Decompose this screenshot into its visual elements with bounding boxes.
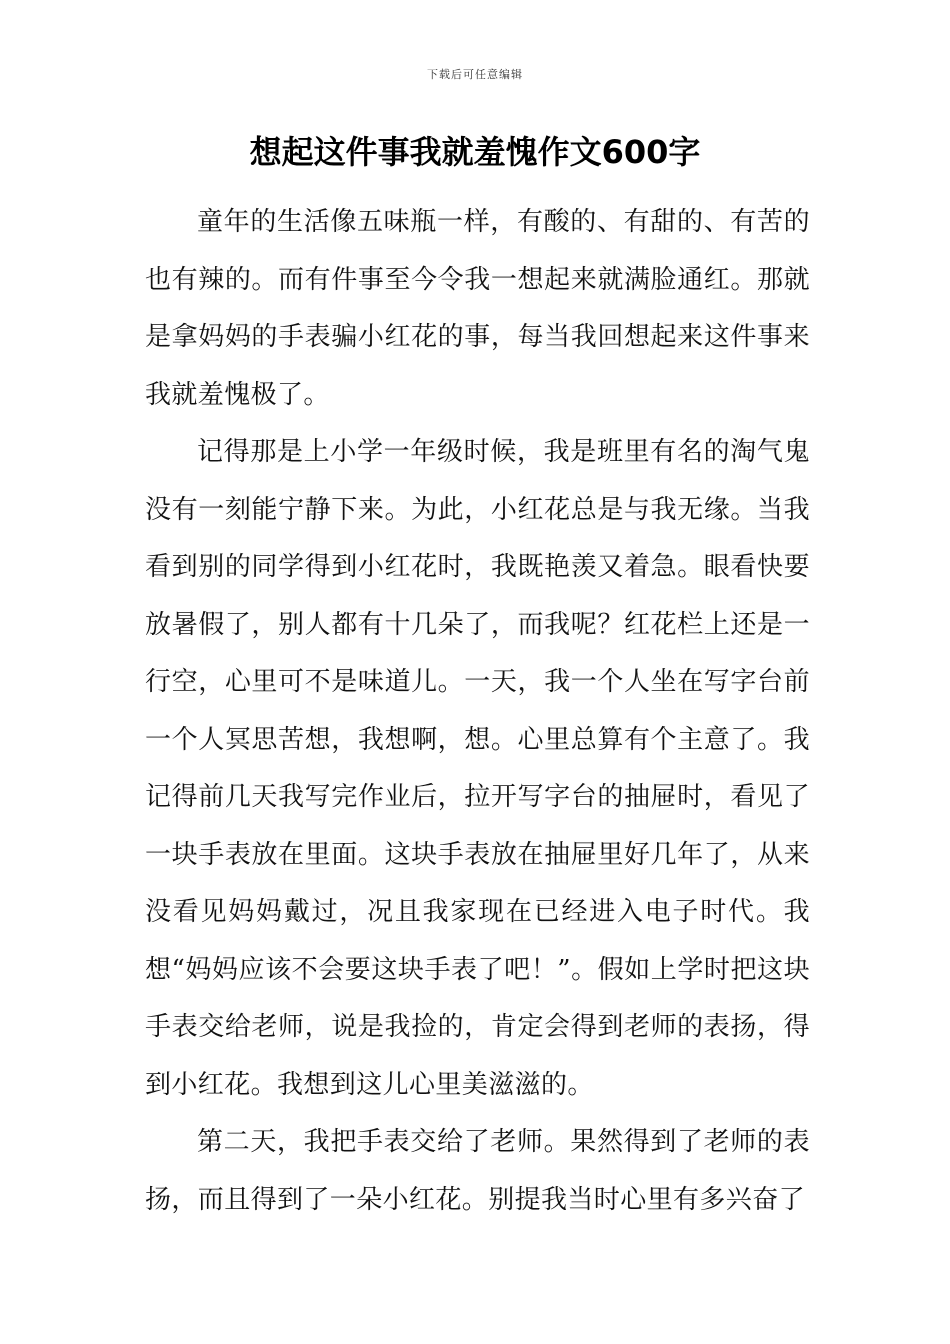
paragraph-3: 第二天，我把手表交给了老师。果然得到了老师的表扬，而且得到了一朵小红花。别提我当时心里有多兴奋了 — [145, 1127, 810, 1215]
paragraph-2: 记得那是上小学一年级时候，我是班里有名的淘气鬼没有一刻能宁静下来。为此，小红花总是与我无缘。当我看到别的同学得到小红花时，我既艳羡又着急。眼看快要放暑假了，别人都有十几朵了，而我呢？红花栏上还是一行空，心里可不是味道儿。一天，我一个人坐在写字台前一个人冥思苦想，我想啊，想。心里总算有个主意了。我记得前几天我写完作业后，拉开写字台的抽屉时，看见了一块手表放在里面。这块手表放在抽屉里好几年了，从来没看见妈妈戴过，况且我家现在已经进入电子时代。我想“妈妈应该不会要这块手表了吧！”。假如上学时把这块手表交给老师，说是我捡的，肯定会得到老师的表扬，得到小红花。我想到这儿心里美滋滋的。 — [145, 437, 810, 1100]
header-note: 下载后可任意编辑 — [427, 68, 523, 81]
paragraph-1: 童年的生活像五味瓶一样，有酸的、有甜的、有苦的也有辣的。而有件事至今令我一想起来就满脸通红。那就是拿妈妈的手表骗小红花的事，每当我回想起来这件事来我就羞愧极了。 — [145, 207, 810, 410]
document-body — [145, 194, 810, 1229]
document-title: 想起这件事我就羞愧作文600字 — [249, 133, 701, 171]
